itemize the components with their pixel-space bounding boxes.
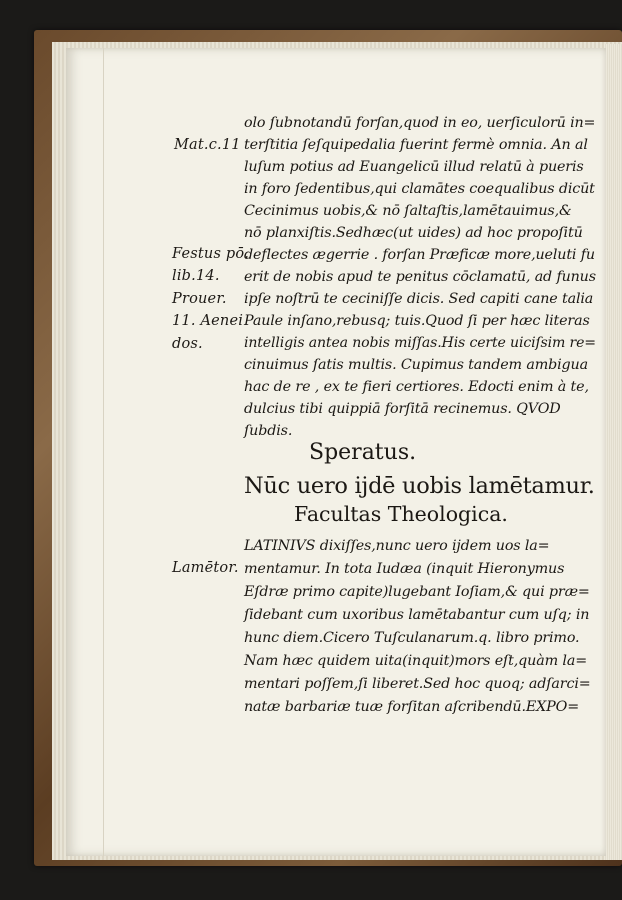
text-line: cinuimus ſatis multis. Cupimus tandem ambigua: [244, 357, 588, 373]
text-line: Nam hæc quidem uita(inquit)mors eſt,quàm la=: [244, 653, 588, 669]
text-line: in foro ſedentibus,qui clamātes coequalibus dicūt: [244, 181, 595, 197]
faculty-heading: Facultas Theologica.: [294, 502, 508, 526]
margin-note: lib.14.: [172, 268, 220, 284]
text-line: nō planxiſtis.Sedhæc(ut uides) ad hoc propoſitū: [244, 225, 583, 241]
text-line: terſtitia ſeſquipedalia fuerint fermè omnia. An al: [244, 137, 588, 153]
margin-note: Lamētor.: [172, 560, 239, 576]
text-line: intelligis antea nobis miſſas.His certe uiciſsim re=: [244, 335, 596, 351]
text-line: hunc diem.Cicero Tuſculanarum.q. libro primo.: [244, 630, 580, 646]
margin-note: Mat.c.11: [174, 137, 241, 153]
margin-note: 11. Aenei: [172, 313, 244, 329]
speaker-heading: Speratus.: [309, 440, 417, 465]
text-line: Eſdræ primo capite)lugebant Ioſiam,& qui præ=: [244, 584, 590, 600]
margin-note: dos.: [172, 336, 203, 352]
text-line: luſum potius ad Euangelicū illud relatū à pueris: [244, 159, 584, 175]
fore-edge: [604, 44, 622, 860]
text-line: deflectes ægerrie . forſan Præficæ more,ueluti fu: [244, 247, 595, 263]
text-line: ipſe noſtrū te ceciniſſe dicis. Sed capiti cane talia: [244, 291, 594, 307]
text-line: ſidebant cum uxoribus lamētabantur cum uſq; in: [244, 607, 590, 623]
text-line: LATINIVS dixiſſes,nunc uero ijdem uos la=: [244, 538, 550, 554]
text-line: dulcius tibi quippiā forſitā recinemus. QVOD: [244, 401, 561, 417]
text-line: natæ barbariæ tuæ forſitan aſcribendū.EXPO=: [244, 699, 580, 715]
text-line: erit de nobis apud te penitus cōclamatū, ad funus: [244, 269, 596, 285]
text-line: hac de re , ex te fieri certiores. Edocti enim à te,: [244, 379, 589, 395]
text-line: ſubdis.: [244, 423, 293, 439]
margin-note: Prouer.: [172, 291, 227, 307]
text-line: Cecinimus uobis,& nō ſaltaſtis,lamētauimus,&: [244, 203, 572, 219]
quote-heading: Nūc uero ijdē uobis lamētamur.: [244, 473, 595, 499]
text-line: olo ſubnotandū forſan,quod in eo, uerſiculorū in=: [244, 115, 596, 131]
margin-note: Festus pō.: [172, 246, 250, 262]
gutter-line: [103, 48, 104, 856]
text-line: mentamur. In tota Iudæa (inquit Hieronymus: [244, 561, 565, 577]
text-line: mentari poſſem,ſi liberet.Sed hoc quoq; adſarci=: [244, 676, 591, 692]
text-line: Paule inſano,rebusq; tuis.Quod ſi per hæc literas: [244, 313, 590, 329]
